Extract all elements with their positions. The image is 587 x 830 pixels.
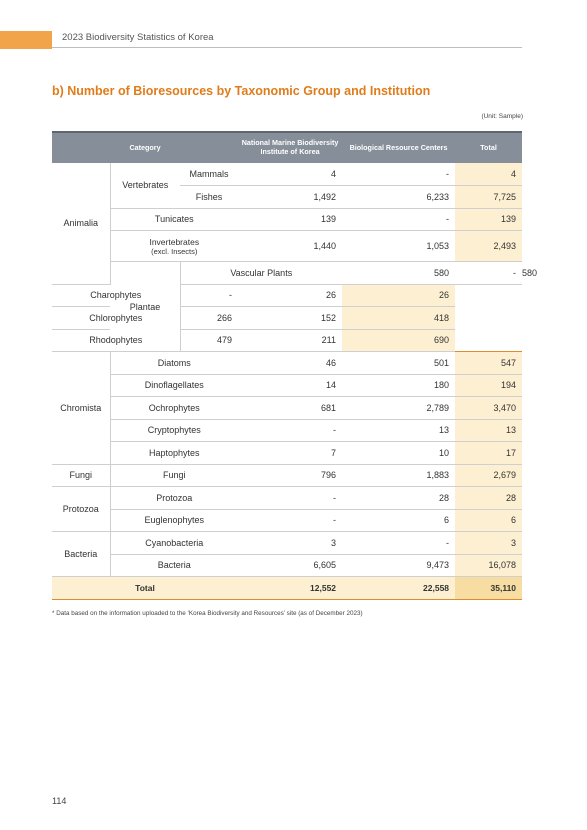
table-row (52, 464, 522, 487)
cell-brc: 9,473 (342, 554, 455, 577)
cell-marine: 1,440 (238, 231, 342, 262)
cell-brc: 13 (342, 419, 455, 442)
running-title: 2023 Biodiversity Statistics of Korea (62, 32, 214, 43)
cell-brc: 26 (238, 284, 342, 307)
table-row (52, 419, 522, 442)
row-label: Chlorophytes (52, 307, 180, 330)
cell-total: 16,078 (455, 554, 522, 577)
cell-marine: 681 (238, 397, 342, 420)
row-label-invertebrates (110, 231, 238, 262)
cell-total: 690 (342, 329, 455, 352)
table-row (52, 374, 522, 397)
cell-total: 3,470 (455, 397, 522, 420)
table-row (52, 163, 522, 186)
row-label: Rhodophytes (52, 329, 180, 352)
table-row (52, 554, 522, 577)
invertebrates-sublabel: (excl. Insects) (151, 246, 198, 256)
row-label-tunicates: Tunicates (110, 208, 238, 231)
cell-marine: - (238, 487, 342, 510)
group-fungi: Fungi (52, 464, 110, 487)
subgroup-vertebrates: Vertebrates (110, 163, 180, 208)
group-plantae: Plantae (110, 262, 180, 352)
cell-marine: - (180, 284, 238, 307)
group-bacteria: Bacteria (52, 532, 110, 577)
cell-total: 3 (455, 532, 522, 555)
row-label-mammals: Mammals (180, 163, 238, 186)
cell-brc: 2,789 (342, 397, 455, 420)
row-label: Haptophytes (110, 442, 238, 465)
table-row (52, 329, 522, 352)
cell-marine: 7 (238, 442, 342, 465)
cell-marine: 3 (238, 532, 342, 555)
section-title: b) Number of Bioresources by Taxonomic Group and Institution (52, 84, 431, 98)
row-label-fishes: Fishes (180, 186, 238, 209)
header-accent-bar (0, 31, 52, 49)
invertebrates-label: Invertebrates (149, 236, 200, 247)
total-label: Total (52, 577, 238, 600)
header-divider (52, 47, 522, 48)
cell-brc: 501 (342, 352, 455, 375)
cell-brc: 6,233 (342, 186, 455, 209)
cell-total: 194 (455, 374, 522, 397)
table-row (52, 284, 522, 307)
cell-brc: - (342, 532, 455, 555)
row-label: Diatoms (110, 352, 238, 375)
header-marine-institute: National Marine Biodiversity Institute of Korea (238, 132, 342, 163)
bioresources-table (52, 131, 538, 600)
cell-total: 139 (455, 208, 522, 231)
cell-brc: - (342, 163, 455, 186)
row-label: Cryptophytes (110, 419, 238, 442)
unit-label: (Unit: Sample) (481, 113, 523, 120)
cell-brc: 1,053 (342, 231, 455, 262)
cell-marine: 4 (238, 163, 342, 186)
table-row (52, 352, 522, 375)
cell-total: 6 (455, 509, 522, 532)
table-row (52, 208, 522, 231)
cell-marine: - (238, 419, 342, 442)
cell-brc: 211 (238, 329, 342, 352)
table-row (52, 231, 522, 262)
cell-brc: - (342, 208, 455, 231)
row-label: Charophytes (52, 284, 180, 307)
cell-marine: 580 (342, 262, 455, 285)
cell-brc: 6 (342, 509, 455, 532)
row-label: Fungi (110, 464, 238, 487)
cell-total: 2,493 (455, 231, 522, 262)
table-row (52, 532, 522, 555)
cell-total: 26 (342, 284, 455, 307)
cell-marine: 479 (180, 329, 238, 352)
table-total-row (52, 577, 522, 600)
cell-total: 17 (455, 442, 522, 465)
cell-total: 7,725 (455, 186, 522, 209)
total-total: 35,110 (455, 577, 522, 600)
group-chromista: Chromista (52, 352, 110, 465)
cell-marine: 1,492 (238, 186, 342, 209)
cell-total: 2,679 (455, 464, 522, 487)
table-row: Plantae Vascular Plants 580 - 580 (52, 262, 522, 285)
cell-marine: - (238, 509, 342, 532)
cell-brc: 28 (342, 487, 455, 510)
cell-marine: 796 (238, 464, 342, 487)
cell-brc: 152 (238, 307, 342, 330)
row-label: Ochrophytes (110, 397, 238, 420)
cell-marine: 46 (238, 352, 342, 375)
group-protozoa: Protozoa (52, 487, 110, 532)
footnote: * Data based on the information uploaded to the ‘Korea Biodiversity and Resources’ site (as of December 2023) (52, 610, 363, 617)
cell-total: 13 (455, 419, 522, 442)
row-label: Protozoa (110, 487, 238, 510)
group-animalia: Animalia (52, 163, 110, 284)
table-row (52, 487, 522, 510)
cell-marine: 6,605 (238, 554, 342, 577)
cell-total: 418 (342, 307, 455, 330)
row-label: Euglenophytes (110, 509, 238, 532)
row-label: Vascular Plants (180, 262, 342, 285)
cell-brc: 1,883 (342, 464, 455, 487)
page-number: 114 (52, 796, 67, 806)
cell-marine: 139 (238, 208, 342, 231)
cell-total: 547 (455, 352, 522, 375)
cell-total: 4 (455, 163, 522, 186)
row-label: Cyanobacteria (110, 532, 238, 555)
table-row (52, 307, 522, 330)
row-label: Dinoflagellates (110, 374, 238, 397)
header-total: Total (455, 132, 522, 163)
row-label: Bacteria (110, 554, 238, 577)
header-brc: Biological Resource Centers (342, 132, 455, 163)
header-category: Category (52, 132, 238, 163)
table-row (52, 397, 522, 420)
cell-brc: 10 (342, 442, 455, 465)
cell-brc: - (455, 262, 522, 285)
total-marine: 12,552 (238, 577, 342, 600)
total-brc: 22,558 (342, 577, 455, 600)
table-row (52, 442, 522, 465)
table-row (52, 509, 522, 532)
table-header-row (52, 132, 522, 163)
cell-marine: 14 (238, 374, 342, 397)
cell-marine: 266 (180, 307, 238, 330)
cell-total: 28 (455, 487, 522, 510)
cell-brc: 180 (342, 374, 455, 397)
